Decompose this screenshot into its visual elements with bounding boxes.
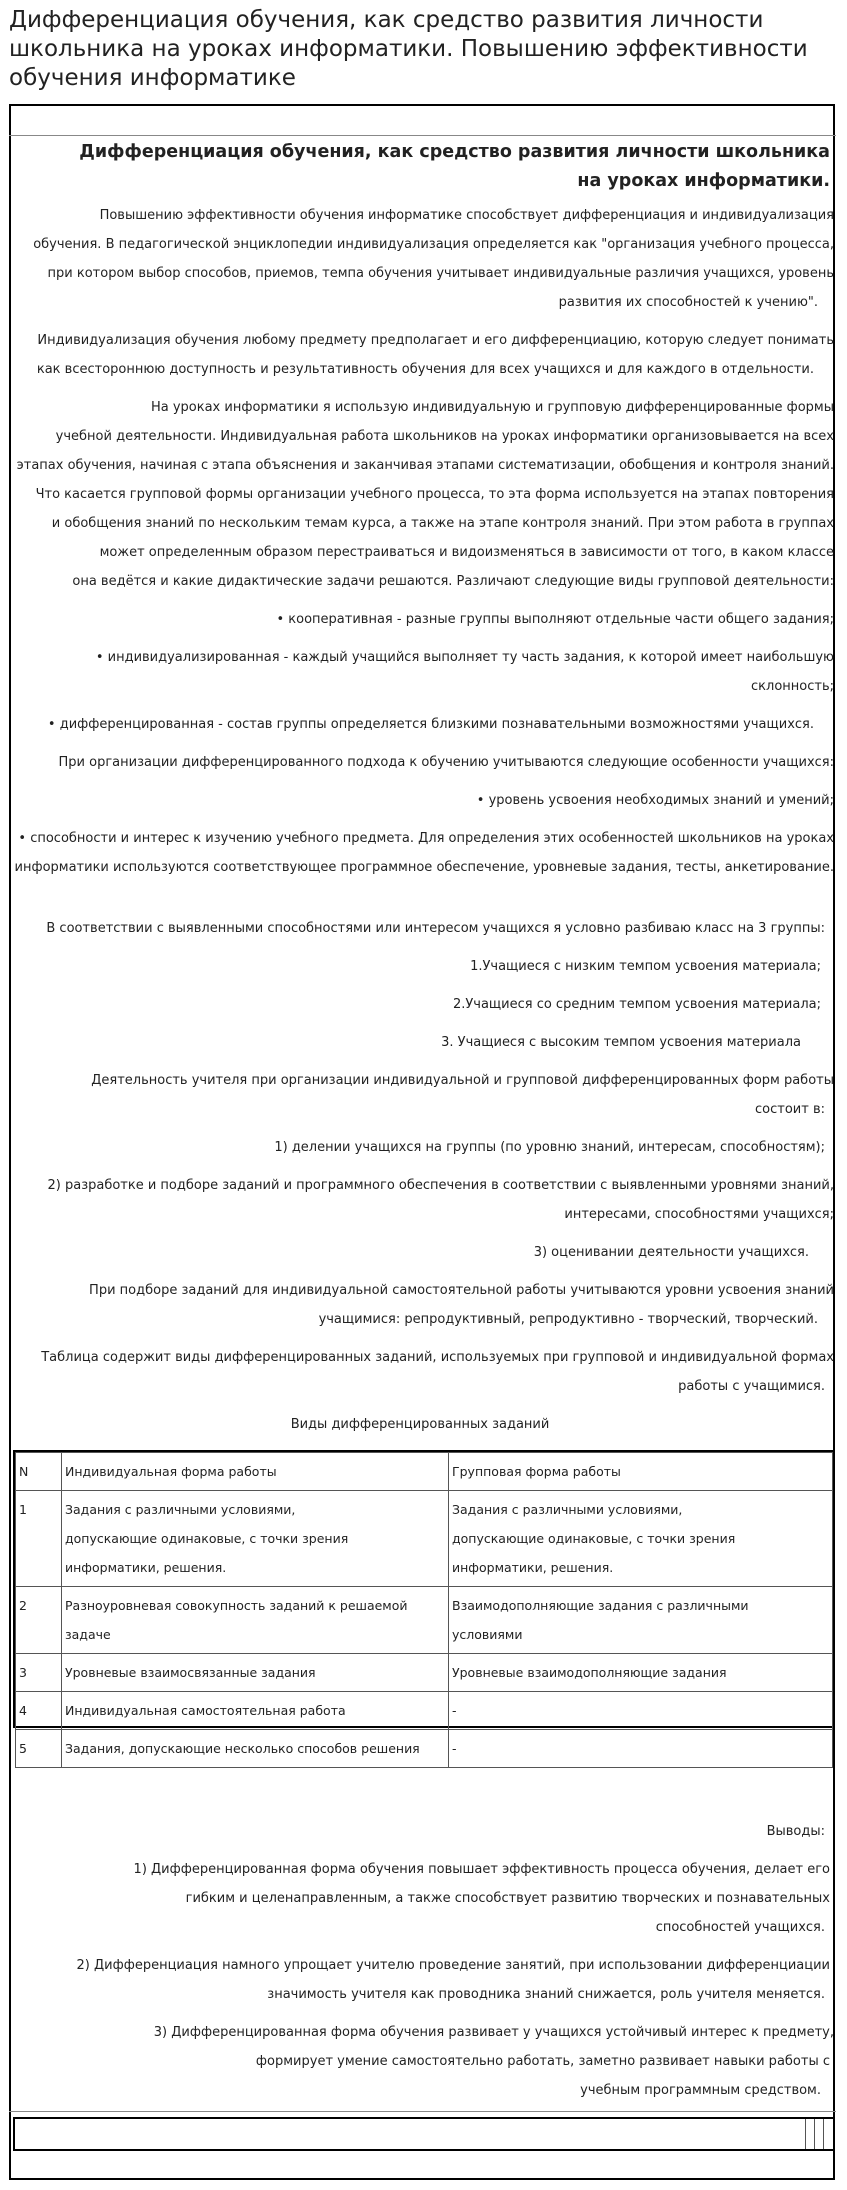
text-line: и обобщения знаний по нескольким темам курса, а также на этапе контроля знаний. При этом работа в группах — [51, 516, 834, 531]
text-line: этапах обучения, начиная с этапа объяснения и заканчивая этапами систематизации, обобщения и контроля знаний. — [16, 458, 834, 473]
text-line: может определенным образом перестраиваться и видоизменяться в зависимости от того, в каком классе — [99, 545, 834, 560]
footer-cell — [823, 2119, 832, 2149]
list-item: • способности и интерес к изучению учебного предмета. Для определения этих особенностей школьников на уроках — [18, 831, 834, 846]
group-cell — [449, 1587, 833, 1654]
text-line: На уроках информатики я использую индивидуальную и групповую дифференцированные формы — [150, 400, 834, 415]
table-row — [16, 1692, 833, 1730]
table-row — [16, 1491, 833, 1587]
cell-line: Задания с различными условиями, — [65, 1502, 296, 1517]
cell-line: Взаимодополняющие задания с различными — [452, 1598, 749, 1613]
table-row — [16, 1654, 833, 1692]
conclusion-line: формирует умение самостоятельно работать, заметно развивает навыки работы с — [255, 2054, 830, 2069]
text-line: при котором выбор способов, приемов, темпа обучения учитывает индивидуальные различия учащихся, уровень — [47, 266, 834, 281]
cell-line: допускающие одинаковые, с точки зрения — [452, 1531, 736, 1546]
text-line: обучения. В педагогической энциклопедии индивидуализация определяется как "организация учебного процесса, — [33, 237, 834, 252]
text-line: развития их способностей к учению". — [558, 295, 818, 310]
list-item: 2.Учащиеся со средним темпом усвоения материала; — [452, 997, 821, 1012]
text-line: Индивидуализация обучения любому предмету предполагает и его дифференциацию, которую следует понимать — [37, 333, 834, 348]
list-item: склонность; — [751, 679, 834, 694]
list-item: • уровень усвоения необходимых знаний и умений; — [476, 793, 834, 808]
text-line: При подборе заданий для индивидуальной самостоятельной работы учитываются уровни усвоения знаний — [89, 1283, 834, 1298]
conclusions-heading: Выводы: — [766, 1824, 825, 1839]
row-number: 5 — [16, 1730, 62, 1768]
document-heading — [30, 138, 830, 196]
group-cell: Уровневые взаимодополняющие задания — [449, 1654, 833, 1692]
conclusion-line: значимость учителя как проводника знаний снижается, роль учителя меняется. — [267, 1987, 825, 2002]
heading-line: на уроках информатики. — [577, 171, 830, 191]
text-line: работы с учащимися. — [678, 1379, 825, 1394]
table-row — [16, 1730, 833, 1768]
conclusion-line: учебным программным средством. — [580, 2083, 821, 2098]
text-line: Деятельность учителя при организации индивидуальной и групповой дифференцированных форм работы — [91, 1073, 834, 1088]
conclusion-line: 1) Дифференцированная форма обучения повышает эффективность процесса обучения, делает его — [133, 1862, 830, 1877]
text-line: как всестороннюю доступность и результативность обучения для всех учащихся и для каждого в отдельности. — [36, 362, 814, 377]
list-item: 1.Учащиеся с низким темпом усвоения материала; — [470, 959, 821, 974]
text-line: учебной деятельности. Индивидуальная работа школьников на уроках информатики организовывается на всех — [55, 429, 834, 444]
individual-cell: Индивидуальная самостоятельная работа — [62, 1692, 449, 1730]
list-item: • дифференцированная - состав группы определяется близкими познавательными возможностями учащихся. — [47, 717, 814, 732]
text-line: Повышению эффективности обучения информатике способствует дифференциация и индивидуализация — [99, 208, 834, 223]
group-cell: - — [449, 1730, 833, 1768]
differentiated-tasks-table — [13, 1450, 835, 1756]
footer-cell — [805, 2119, 814, 2149]
conclusion-line: способностей учащихся. — [655, 1920, 825, 1935]
group-cell: - — [449, 1692, 833, 1730]
individual-cell: Задания, допускающие несколько способов решения — [62, 1730, 449, 1768]
list-item: • кооперативная - разные группы выполняют отдельные части общего задания; — [276, 612, 834, 627]
table-row — [16, 1587, 833, 1654]
text-line: учащимися: репродуктивный, репродуктивно - творческий, творческий. — [318, 1312, 818, 1327]
table-caption: Виды дифференцированных заданий — [290, 1417, 550, 1432]
heading-line: Дифференциация обучения, как средство развития личности школьника — [79, 142, 830, 162]
header-cell: Индивидуальная форма работы — [62, 1453, 449, 1491]
list-item: 3. Учащиеся с высоким темпом усвоения материала — [441, 1035, 801, 1050]
text-line: интересами, способностями учащихся; — [564, 1207, 834, 1222]
row-number: 1 — [16, 1491, 62, 1587]
cell-line: Задания с различными условиями, — [452, 1502, 683, 1517]
page-title: Дифференциация обучения, как средство развития личности школьника на уроках информатики. Повышению эффективности обучения информатике — [9, 7, 808, 91]
top-divider — [9, 135, 836, 136]
conclusion-line: 2) Дифференциация намного упрощает учителю проведение занятий, при использовании дифференциации — [76, 1958, 830, 1973]
table-header-row — [16, 1453, 833, 1491]
footer-box — [13, 2117, 835, 2151]
header-cell: Групповая форма работы — [449, 1453, 833, 1491]
list-item: 3) оценивании деятельности учащихся. — [533, 1245, 809, 1260]
text-line: информатики используются соответствующее программное обеспечение, уровневые задания, тесты, анкетирование. — [14, 860, 834, 875]
individual-cell — [62, 1587, 449, 1654]
conclusion-line: гибким и целенаправленным, а также способствует развитию творческих и познавательных — [185, 1891, 830, 1906]
row-number: 4 — [16, 1692, 62, 1730]
cell-line: информатики, решения. — [65, 1560, 227, 1575]
cell-line: условиями — [452, 1627, 523, 1642]
conclusion-line: 3) Дифференцированная форма обучения развивает у учащихся устойчивый интерес к предмету, — [153, 2025, 834, 2040]
row-number: 3 — [16, 1654, 62, 1692]
individual-cell — [62, 1491, 449, 1587]
text-line: При организации дифференцированного подхода к обучению учитываются следующие особенности учащихся: — [58, 755, 834, 770]
cell-line: Разноуровневая совокупность заданий к решаемой — [65, 1598, 408, 1613]
individual-cell: Уровневые взаимосвязанные задания — [62, 1654, 449, 1692]
text-line: состоит в: — [755, 1102, 825, 1117]
text-line: В соответствии с выявленными способностями или интересом учащихся я условно разбиваю класс на 3 группы: — [46, 921, 825, 936]
cell-line: допускающие одинаковые, с точки зрения — [65, 1531, 349, 1546]
footer-cell — [814, 2119, 823, 2149]
bottom-divider — [9, 2111, 836, 2112]
group-cell — [449, 1491, 833, 1587]
row-number: 2 — [16, 1587, 62, 1654]
header-cell: N — [16, 1453, 62, 1491]
list-item: • индивидуализированная - каждый учащийся выполняет ту часть задания, к которой имеет наибольшую — [95, 650, 834, 665]
text-line: она ведётся и какие дидактические задачи решаются. Различают следующие виды групповой деятельности: — [72, 574, 834, 589]
cell-line: задаче — [65, 1627, 111, 1642]
text-line: Таблица содержит виды дифференцированных заданий, используемых при групповой и индивидуальной формах — [41, 1350, 834, 1365]
cell-line: информатики, решения. — [452, 1560, 614, 1575]
text-line: Что касается групповой формы организации учебного процесса, то эта форма используется на этапах повторения — [35, 487, 834, 502]
list-item: 2) разработке и подборе заданий и программного обеспечения в соответствии с выявленными уровнями знаний, — [47, 1178, 834, 1193]
list-item: 1) делении учащихся на группы (по уровню знаний, интересам, способностям); — [274, 1140, 825, 1155]
